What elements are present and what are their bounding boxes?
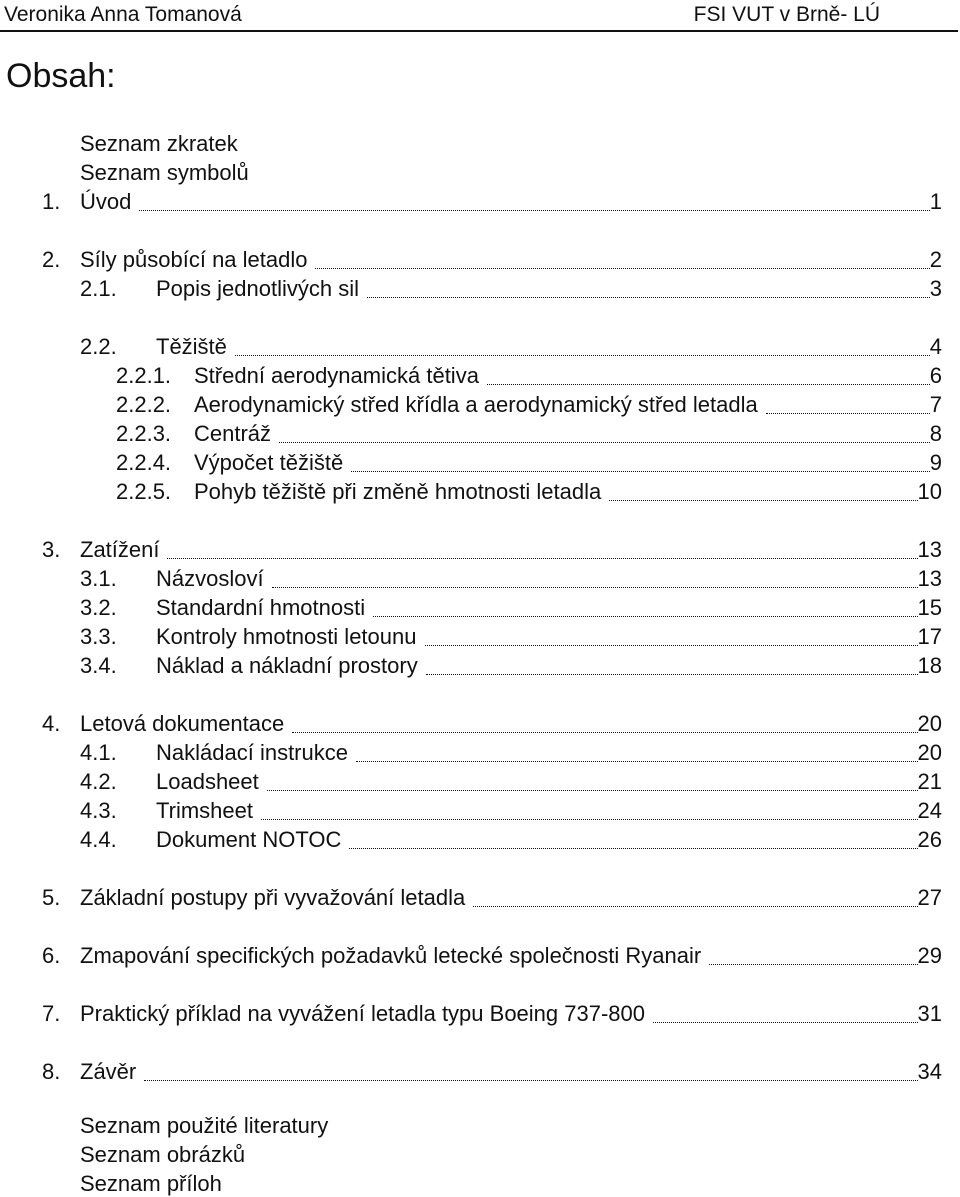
toc-entry-page: 4 — [929, 334, 942, 359]
dot-leader — [139, 189, 930, 211]
page-title: Obsah: — [6, 57, 116, 95]
toc-entry-title: Závěr — [80, 1059, 137, 1084]
toc-entry-page: 24 — [917, 798, 942, 823]
toc-entry-title: Dokument NOTOC — [156, 827, 342, 852]
toc-entry-number: 3.2. — [80, 595, 117, 620]
toc-entry-title: Praktický příklad na vyvážení letadla typu Boeing 737-800 — [80, 1001, 645, 1026]
toc-entry-page: 13 — [917, 537, 942, 562]
header-rule — [0, 30, 958, 32]
toc-entry[interactable] — [80, 595, 942, 621]
toc-entry-page: 1 — [929, 189, 942, 214]
dot-leader — [167, 537, 918, 559]
dot-leader — [709, 943, 918, 965]
toc-entry-title: Názvosloví — [156, 566, 264, 591]
toc-entry-page: 20 — [917, 740, 942, 765]
toc-entry-number: 2.2.2. — [116, 392, 172, 417]
dot-leader — [279, 421, 930, 443]
back-matter-item[interactable]: Seznam příloh — [80, 1171, 222, 1196]
toc-entry-page: 2 — [929, 247, 942, 272]
toc-entry-number: 2.2.5. — [116, 479, 172, 504]
toc-entry[interactable] — [116, 479, 942, 505]
toc-entry-number: 4. — [42, 711, 61, 736]
dot-leader — [653, 1001, 918, 1023]
toc-entry-title: Pohyb těžiště při změně hmotnosti letadla — [194, 479, 602, 504]
toc-entry[interactable] — [80, 769, 942, 795]
toc-entry[interactable] — [42, 885, 942, 911]
toc-entry[interactable] — [80, 798, 942, 824]
toc-entry-title: Základní postupy při vyvažování letadla — [80, 885, 466, 910]
toc-entry-number: 4.3. — [80, 798, 117, 823]
toc-entry[interactable] — [116, 363, 942, 389]
toc-entry-title: Standardní hmotnosti — [156, 595, 366, 620]
toc-entry[interactable] — [80, 653, 942, 679]
toc-entry-number: 2.2. — [80, 334, 117, 359]
toc-entry-title: Síly působící na letadlo — [80, 247, 308, 272]
toc-entry-number: 3.4. — [80, 653, 117, 678]
toc-entry-page: 17 — [917, 624, 942, 649]
dot-leader — [261, 798, 918, 820]
toc-entry-number: 2. — [42, 247, 61, 272]
toc-entry[interactable] — [42, 247, 942, 273]
toc-entry-page: 7 — [929, 392, 942, 417]
toc-entry-page: 13 — [917, 566, 942, 591]
toc-entry-page: 26 — [917, 827, 942, 852]
dot-leader — [487, 363, 930, 385]
toc-entry-page: 27 — [917, 885, 942, 910]
toc-entry-page: 6 — [929, 363, 942, 388]
toc-entry[interactable] — [42, 711, 942, 737]
toc-entry-title: Střední aerodynamická tětiva — [194, 363, 479, 388]
toc-entry[interactable] — [42, 189, 942, 215]
toc-entry-number: 3.3. — [80, 624, 117, 649]
dot-leader — [356, 740, 918, 762]
toc-entry-number: 1. — [42, 189, 61, 214]
dot-leader — [766, 392, 930, 414]
toc-entry-title: Letová dokumentace — [80, 711, 285, 736]
toc-entry-page: 3 — [929, 276, 942, 301]
toc-entry-number: 4.4. — [80, 827, 117, 852]
toc-entry[interactable] — [116, 392, 942, 418]
toc-entry-page: 9 — [929, 450, 942, 475]
toc-entry-number: 4.2. — [80, 769, 117, 794]
dot-leader — [426, 653, 918, 675]
dot-leader — [473, 885, 918, 907]
header-institution: FSI VUT v Brně- LÚ — [693, 3, 880, 26]
toc-entry-title: Trimsheet — [156, 798, 253, 823]
header-author: Veronika Anna Tomanová — [4, 3, 242, 26]
toc-entry-page: 29 — [917, 943, 942, 968]
dot-leader — [267, 769, 918, 791]
toc-entry-page: 15 — [917, 595, 942, 620]
toc-entry[interactable] — [116, 421, 942, 447]
dot-leader — [367, 276, 930, 298]
dot-leader — [351, 450, 930, 472]
toc-entry[interactable] — [80, 566, 942, 592]
toc-entry[interactable] — [42, 537, 942, 563]
back-matter-item[interactable]: Seznam obrázků — [80, 1142, 246, 1167]
toc-entry-number: 3. — [42, 537, 61, 562]
toc-entry-number: 2.2.4. — [116, 450, 172, 475]
dot-leader — [144, 1059, 918, 1081]
toc-entry-number: 8. — [42, 1059, 61, 1084]
toc-entry-title: Úvod — [80, 189, 132, 214]
dot-leader — [292, 711, 918, 733]
dot-leader — [272, 566, 918, 588]
toc-entry-page: 31 — [917, 1001, 942, 1026]
dot-leader — [609, 479, 918, 501]
dot-leader — [373, 595, 918, 617]
toc-entry-number: 5. — [42, 885, 61, 910]
toc-entry-page: 20 — [917, 711, 942, 736]
dot-leader — [315, 247, 930, 269]
toc-entry-title: Zatížení — [80, 537, 160, 562]
toc-entry-page: 8 — [929, 421, 942, 446]
toc-entry-title: Těžiště — [156, 334, 227, 359]
toc-entry-title: Zmapování specifických požadavků letecké společnosti Ryanair — [80, 943, 702, 968]
toc-entry-page: 18 — [917, 653, 942, 678]
toc-entry-title: Centráž — [194, 421, 272, 446]
toc-entry-number: 2.1. — [80, 276, 117, 301]
toc-entry[interactable] — [80, 276, 942, 302]
toc-entry-title: Aerodynamický střed křídla a aerodynamický střed letadla — [194, 392, 758, 417]
toc-entry-number: 3.1. — [80, 566, 117, 591]
toc-entry[interactable] — [80, 624, 942, 650]
back-matter-item[interactable]: Seznam použité literatury — [80, 1113, 329, 1138]
toc-entry-title: Kontroly hmotnosti letounu — [156, 624, 417, 649]
toc-entry[interactable] — [42, 1059, 942, 1085]
toc-entry-page: 21 — [917, 769, 942, 794]
toc-entry-page: 34 — [917, 1059, 942, 1084]
toc-entry[interactable] — [42, 1001, 942, 1027]
dot-leader — [235, 334, 930, 356]
toc-entry-title: Nakládací instrukce — [156, 740, 348, 765]
dot-leader — [425, 624, 918, 646]
toc-entry[interactable] — [80, 740, 942, 766]
toc-entry-title: Výpočet těžiště — [194, 450, 344, 475]
toc-entry-title: Popis jednotlivých sil — [156, 276, 359, 301]
toc-entry-title: Loadsheet — [156, 769, 259, 794]
toc-entry-number: 6. — [42, 943, 61, 968]
toc-entry-title: Náklad a nákladní prostory — [156, 653, 418, 678]
dot-leader — [349, 827, 918, 849]
toc-entry-number: 4.1. — [80, 740, 117, 765]
toc-entry-number: 2.2.1. — [116, 363, 172, 388]
toc-entry[interactable] — [80, 827, 942, 853]
toc-entry[interactable] — [80, 334, 942, 360]
toc-entry-number: 7. — [42, 1001, 61, 1026]
front-matter-item[interactable]: Seznam zkratek — [80, 131, 238, 156]
front-matter-item[interactable]: Seznam symbolů — [80, 160, 249, 185]
toc-entry[interactable] — [116, 450, 942, 476]
toc-entry[interactable] — [42, 943, 942, 969]
toc-entry-number: 2.2.3. — [116, 421, 172, 446]
toc-entry-page: 10 — [917, 479, 942, 504]
